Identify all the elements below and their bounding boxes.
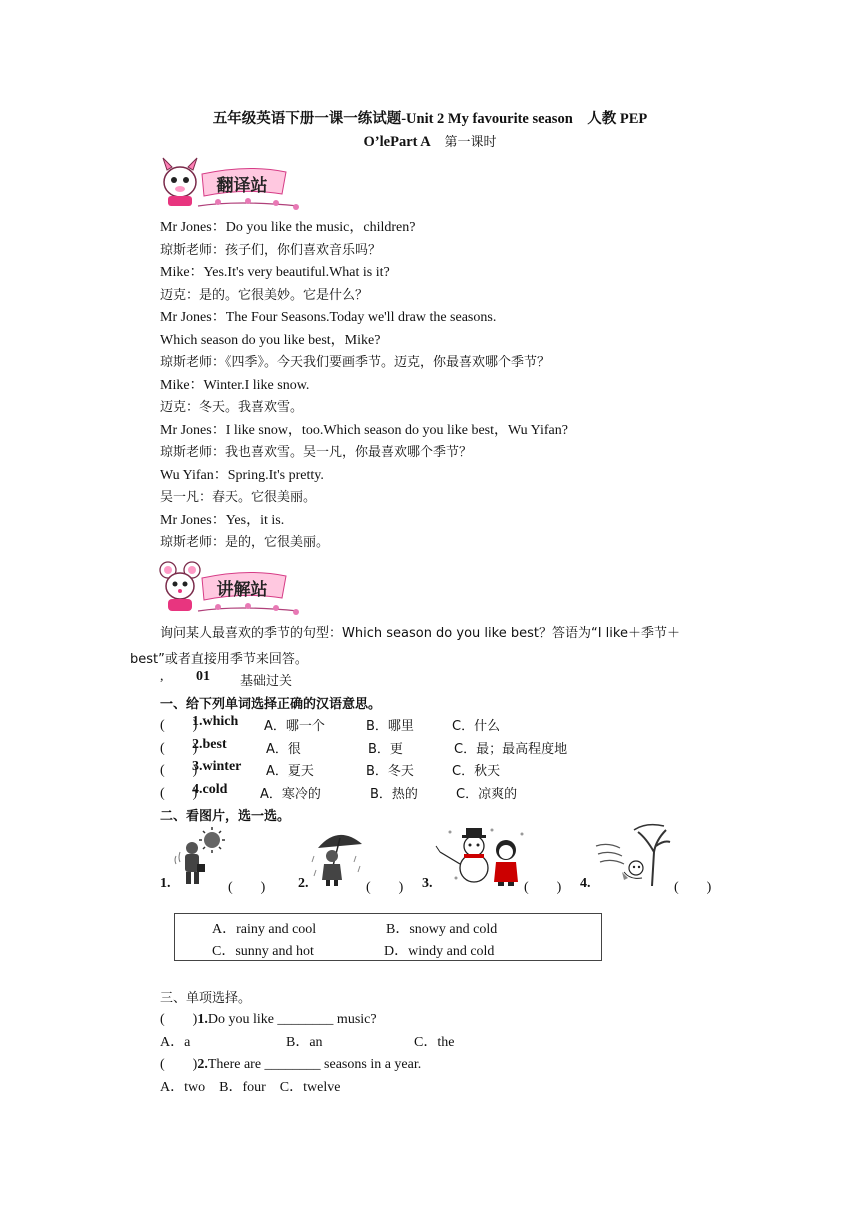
part1-heading: 一、给下列单词选择正确的汉语意思。 bbox=[160, 697, 382, 712]
tree-icon bbox=[634, 825, 670, 886]
dialogue-line: 吴一凡：春天。它很美丽。 bbox=[160, 490, 317, 505]
word: 4.cold bbox=[192, 782, 228, 797]
dialogue-line: 琼斯老师：孩子们，你们喜欢音乐吗？ bbox=[160, 243, 382, 258]
dialogue-line: Mr Jones：Yes，it is. bbox=[160, 513, 285, 528]
answer-blank[interactable]: ( ) bbox=[160, 1012, 198, 1027]
section-comma: , bbox=[160, 669, 164, 684]
lesson-label: 第一课时 bbox=[444, 135, 497, 150]
question-number: 1. bbox=[197, 1012, 208, 1027]
word: 2.best bbox=[192, 737, 227, 752]
part3-heading: 三、单项选择。 bbox=[160, 991, 252, 1006]
dialogue-line: Mr Jones：I like snow，too.Which season do you like best，Wu Yifan? bbox=[160, 423, 568, 438]
option-b: B．snowy and cold bbox=[386, 922, 498, 937]
option-c: C．最；最高程度地 bbox=[454, 742, 568, 757]
dialogue-line: Which season do you like best，Mike? bbox=[160, 333, 381, 348]
person-icon bbox=[175, 842, 205, 884]
dialogue-line: Mr Jones：The Four Seasons.Today we'll draw the seasons. bbox=[160, 310, 497, 325]
option-a: A．a bbox=[160, 1035, 191, 1050]
option-c: C．凉爽的 bbox=[456, 787, 518, 802]
answer-blank[interactable]: ( ) bbox=[160, 786, 198, 801]
person-icon bbox=[322, 850, 342, 886]
answer-blank[interactable]: ( ) bbox=[160, 718, 198, 733]
picture-number: 4. bbox=[580, 876, 591, 891]
question-2 bbox=[160, 1053, 421, 1073]
explain-badge bbox=[158, 556, 308, 620]
page-subtitle bbox=[0, 130, 860, 151]
dialogue-line: Wu Yifan：Spring.It's pretty. bbox=[160, 468, 324, 483]
picture-sunny-hot bbox=[170, 826, 228, 888]
picture-snowy bbox=[434, 824, 526, 888]
explain-text bbox=[160, 624, 680, 644]
question-2-options: A．two B．four C．twelve bbox=[160, 1080, 341, 1095]
dialogue-line: 琼斯老师：是的，它很美丽。 bbox=[160, 535, 330, 550]
picture-rainy bbox=[310, 826, 368, 888]
word: 3.winter bbox=[192, 759, 242, 774]
answer-blank[interactable]: ( ) bbox=[160, 1057, 198, 1072]
option-c: C．什么 bbox=[452, 719, 501, 734]
part2-heading: 二、看图片，选一选。 bbox=[160, 809, 291, 824]
option-a: A．很 bbox=[266, 742, 301, 757]
dialogue-line: Mike：Winter.I like snow. bbox=[160, 378, 310, 393]
dialogue-line: 迈克：是的。它很美妙。它是什么？ bbox=[160, 288, 369, 303]
child-icon bbox=[494, 840, 518, 886]
dialogue-line: 琼斯老师：《四季》。今天我们要画季节。迈克，你最喜欢哪个季节？ bbox=[160, 355, 551, 370]
option-c: C．秋天 bbox=[452, 764, 501, 779]
option-a: A．寒冷的 bbox=[260, 787, 321, 802]
person-icon bbox=[622, 861, 643, 880]
question-text: There are ________ seasons in a year. bbox=[207, 1057, 422, 1072]
answer-blank[interactable]: ( ) bbox=[366, 880, 404, 895]
option-a: A．夏天 bbox=[266, 764, 314, 779]
page-title: 五年级英语下册一课一练试题-Unit 2 My favourite season 人教 PEP bbox=[212, 111, 648, 127]
word: 1.which bbox=[192, 714, 239, 729]
option-b: B．更 bbox=[368, 742, 403, 757]
sun-icon bbox=[199, 827, 225, 853]
question-1 bbox=[160, 1008, 377, 1028]
option-b: B．哪里 bbox=[366, 719, 414, 734]
snowman-icon bbox=[436, 828, 488, 882]
question-number: 2. bbox=[197, 1057, 208, 1072]
option-c: C．sunny and hot bbox=[212, 944, 314, 959]
option-b: B．an bbox=[286, 1035, 323, 1050]
goat-mascot-icon bbox=[163, 158, 197, 206]
wind-icon bbox=[596, 844, 624, 864]
question-text: Do you like ________ music? bbox=[207, 1012, 377, 1027]
option-a: A．rainy and cool bbox=[212, 922, 317, 937]
answer-blank[interactable]: ( ) bbox=[160, 741, 198, 756]
picture-number: 1. bbox=[160, 876, 171, 891]
picture-windy bbox=[594, 822, 674, 888]
svg-text:翻译站: 翻译站 bbox=[216, 176, 268, 196]
explain-line-1: 询问某人最喜欢的季节的句型：Which season do you like best？答语为“I like＋季节＋ bbox=[160, 626, 680, 641]
explain-text-cont bbox=[130, 648, 308, 668]
translate-badge bbox=[158, 150, 308, 216]
answer-blank[interactable]: ( ) bbox=[524, 880, 562, 895]
option-c: C．the bbox=[414, 1035, 455, 1050]
dialogue-line: Mr Jones：Do you like the music，children? bbox=[160, 220, 416, 235]
svg-text:讲解站: 讲解站 bbox=[216, 580, 268, 600]
dialogue-line: 琼斯老师：我也喜欢雪。吴一凡，你最喜欢哪个季节？ bbox=[160, 445, 473, 460]
answer-blank[interactable]: ( ) bbox=[674, 880, 712, 895]
option-a: A．哪一个 bbox=[264, 719, 325, 734]
option-b: B．热的 bbox=[370, 787, 418, 802]
answer-blank[interactable]: ( ) bbox=[160, 763, 198, 778]
section-number: 01 bbox=[196, 669, 210, 684]
answer-blank[interactable]: ( ) bbox=[228, 880, 266, 895]
option-b: B．冬天 bbox=[366, 764, 414, 779]
mouse-mascot-icon bbox=[160, 562, 200, 611]
dialogue-line: 迈克：冬天。我喜欢雪。 bbox=[160, 400, 304, 415]
picture-number: 2. bbox=[298, 876, 309, 891]
explain-line-2: best”或者直接用季节来回答。 bbox=[130, 652, 308, 667]
dialogue-line: Mike：Yes.It's very beautiful.What is it? bbox=[160, 265, 390, 280]
option-d: D．windy and cold bbox=[384, 944, 495, 959]
section-label: 基础过关 bbox=[240, 674, 293, 689]
picture-number: 3. bbox=[422, 876, 433, 891]
subtitle-part: O’lePart A bbox=[363, 134, 430, 150]
